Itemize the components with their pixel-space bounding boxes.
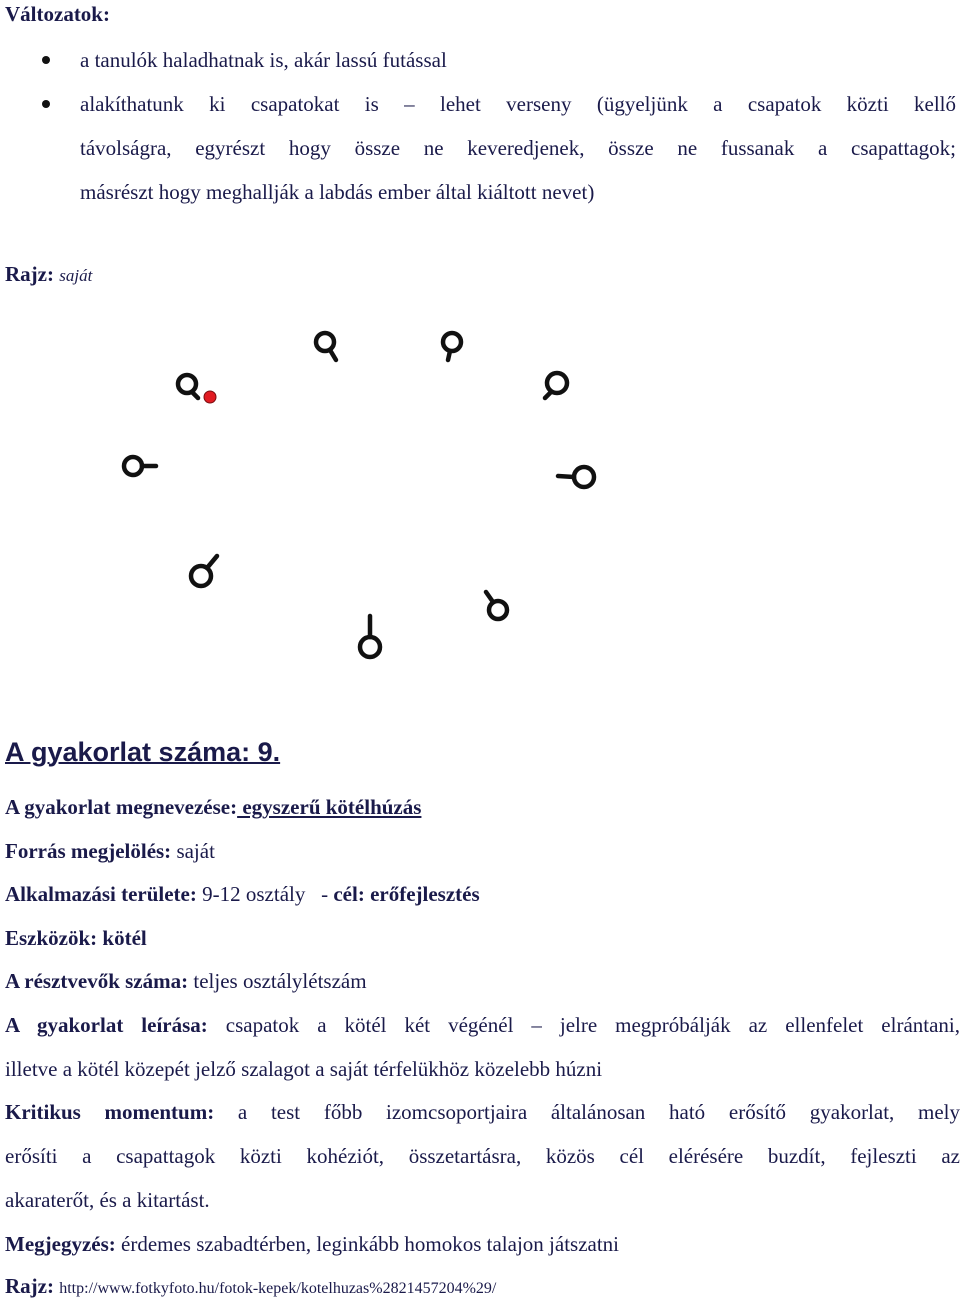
description-row bbox=[5, 1003, 960, 1047]
bullet-icon bbox=[42, 100, 50, 108]
area-value: 9-12 osztály - bbox=[202, 882, 334, 906]
description-row-2 bbox=[5, 1047, 960, 1091]
drawing-source-link[interactable]: http://www.fotkyfoto.hu/fotok-kepek/kotelhuzas%2821457204%29/ bbox=[59, 1280, 497, 1297]
area-row bbox=[5, 872, 960, 916]
exercise-name-value: egyszerű kötélhúzás bbox=[237, 795, 422, 819]
source-value: saját bbox=[176, 839, 215, 863]
drawing-label: Rajz: bbox=[5, 262, 54, 286]
player-figure bbox=[316, 333, 336, 360]
player-figure bbox=[124, 457, 156, 475]
ball-icon bbox=[204, 391, 216, 403]
player-figure bbox=[486, 592, 507, 619]
player-figure bbox=[191, 556, 217, 586]
bullet-text: a tanulók haladhatnak is, akár lassú futással bbox=[80, 48, 447, 72]
description-label: A gyakorlat leírása: bbox=[5, 1013, 208, 1037]
exercise-name-row bbox=[5, 785, 960, 829]
participants-label: A résztvevők száma: bbox=[5, 969, 189, 993]
source-row bbox=[5, 829, 960, 873]
source-label: Forrás megjelölés: bbox=[5, 839, 172, 863]
participants-value: teljes osztálylétszám bbox=[193, 969, 367, 993]
variants-list bbox=[0, 38, 960, 214]
exercise-name-label: A gyakorlat megnevezése: bbox=[5, 795, 238, 819]
critical-label: Kritikus momentum: bbox=[5, 1100, 215, 1124]
critical-line: a test főbb izomcsoportjaira általánosan ható erősítő gyakorlat, mely bbox=[237, 1100, 960, 1124]
drawing-label: Rajz: bbox=[5, 1274, 54, 1298]
drawing-caption bbox=[5, 262, 92, 287]
bullet-text-line: távolságra, egyrészt hogy össze ne keveredjenek, össze ne fussanak a csapattagok; bbox=[80, 136, 956, 160]
list-item bbox=[0, 82, 960, 214]
tools-row bbox=[5, 916, 960, 960]
note-label: Megjegyzés: bbox=[5, 1232, 116, 1256]
drawing-source: saját bbox=[59, 266, 93, 285]
drawing-source-row bbox=[5, 1264, 960, 1311]
critical-line: akaraterőt, és a kitartást. bbox=[5, 1188, 210, 1212]
participants-row bbox=[5, 959, 960, 1003]
player-figure bbox=[545, 373, 567, 398]
area-label: Alkalmazási területe: bbox=[5, 882, 197, 906]
variants-heading: Változatok: bbox=[5, 2, 110, 26]
description-line: illetve a kötél közepét jelző szalagot a saját térfelükhöz közelebb húzni bbox=[5, 1057, 603, 1081]
exercise-number-title: A gyakorlat száma: 9. bbox=[5, 737, 281, 767]
critical-row bbox=[5, 1090, 960, 1134]
note-row bbox=[5, 1222, 960, 1266]
critical-row-2 bbox=[5, 1134, 960, 1178]
player-figure bbox=[558, 467, 594, 487]
player-figure bbox=[443, 333, 461, 360]
tools-label: Eszközök: kötél bbox=[5, 926, 147, 950]
critical-line: erősíti a csapattagok közti kohéziót, összetartásra, közös cél elérésére buzdít, fejleszti az bbox=[5, 1144, 960, 1168]
critical-row-3 bbox=[5, 1178, 960, 1222]
note-value: érdemes szabadtérben, leginkább homokos talajon játszatni bbox=[121, 1232, 620, 1256]
goal-label: cél: erőfejlesztés bbox=[333, 882, 480, 906]
list-item bbox=[0, 38, 960, 82]
description-line: csapatok a kötél két végénél – jelre megpróbálják az ellenfelet elrántani, bbox=[225, 1013, 960, 1037]
player-figure bbox=[178, 375, 198, 398]
player-figure bbox=[360, 616, 380, 657]
bullet-icon bbox=[42, 56, 50, 64]
bullet-text-line: alakíthatunk ki csapatokat is – lehet verseny (ügyeljünk a csapatok közti kellő bbox=[80, 92, 956, 116]
circle-formation-drawing bbox=[100, 320, 620, 670]
bullet-text-line: másrészt hogy meghallják a labdás ember által kiáltott nevet) bbox=[80, 180, 595, 204]
